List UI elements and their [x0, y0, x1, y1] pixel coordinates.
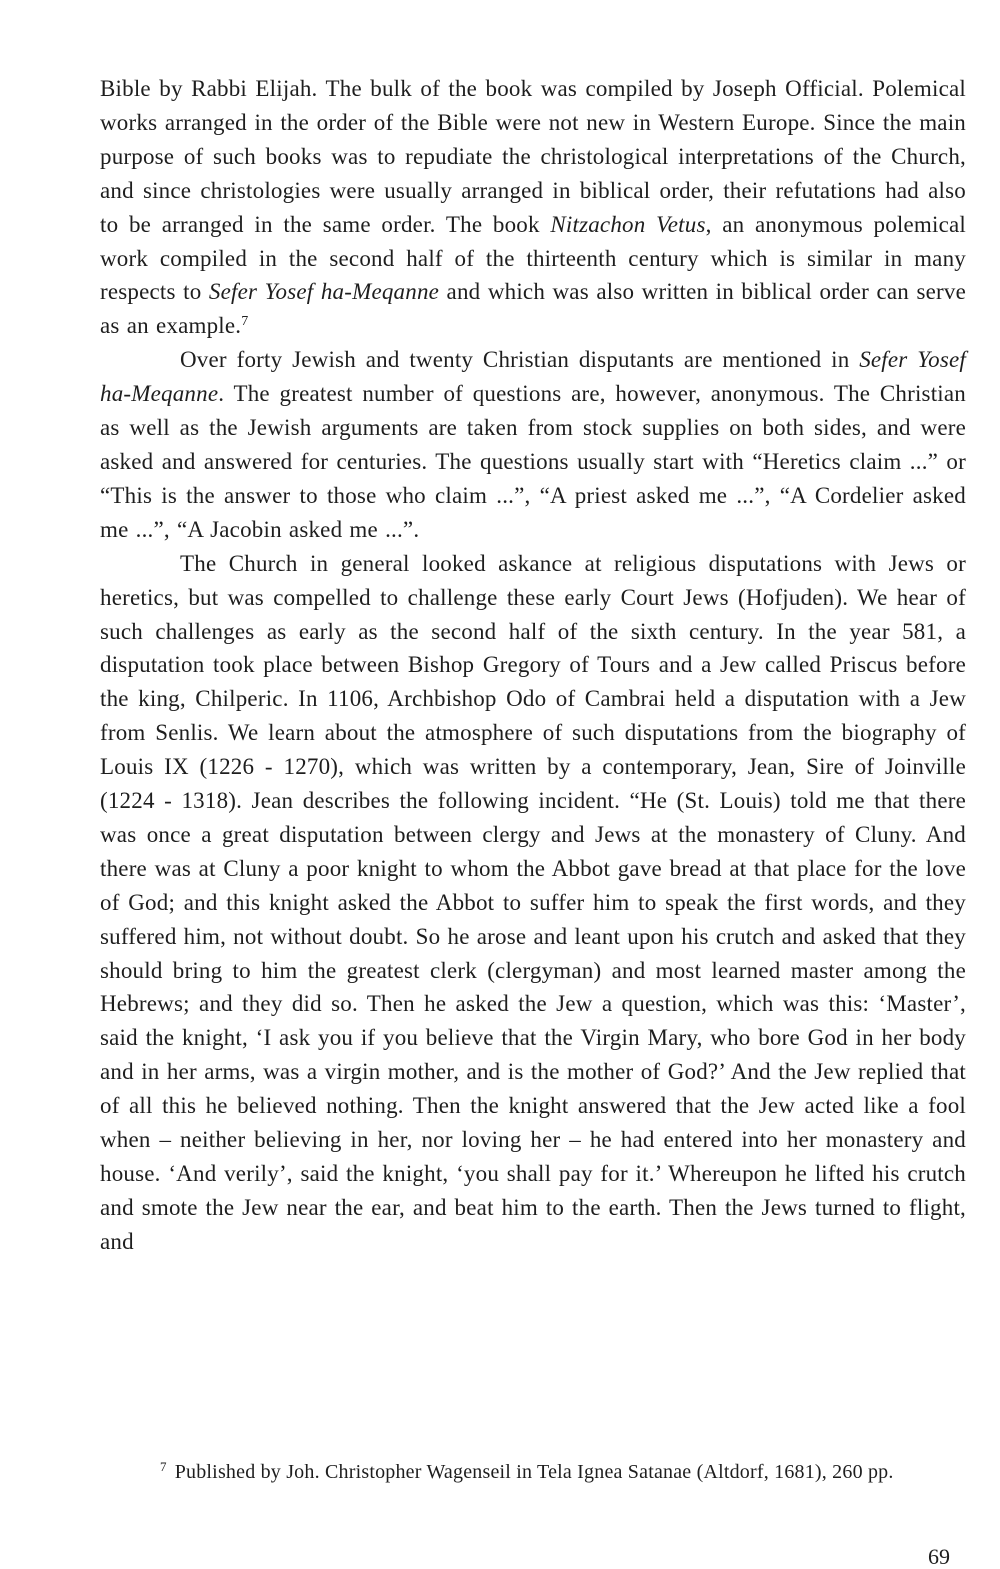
- text-run: Bible by Rabbi Elijah. The bulk of the book was compiled by Joseph Official. Polemical works arranged in the order of the Bible were not new in Western Europe. Since the main purpose of such books was to repudiate the christological interpretations of the Church, and since christologies were usually arranged in biblical order, their refutations had also to be arranged in the same order. The book: [100, 76, 966, 237]
- page-number: 69: [928, 1544, 950, 1569]
- paragraph: [100, 547, 966, 1259]
- text-run: Over forty Jewish and twenty Christian disputants are mentioned in: [180, 347, 860, 373]
- main-text: [100, 72, 966, 1259]
- text-run: The Church in general looked askance at religious disputations with Jews or heretics, but was compelled to challenge these early Court Jews (Hofjuden). We hear of such challenges as early as the second half of the sixth century. In the year 581, a disputation took place between Bishop Gregory of Tours and a Jew called Priscus before the king, Chilperic. In 1106, Archbishop Odo of Cambrai held a disputation with a Jew from Senlis. We learn about the atmosphere of such disputations from the biography of Louis IX (1226 - 1270), which was written by a contemporary, Jean, Sire of Joinville (1224 - 1318). Jean describes the following incident. “He (St. Louis) told me that there was once a great disputation between clergy and Jews at the monastery of Cluny. And there was at Cluny a poor knight to whom the Abbot gave bread at that place for the love of God; and this knight asked the Abbot to suffer him to speak the first words, and they suffered him, not without doubt. So he arose and leant upon his crutch and asked that they should bring to him the greatest clerk (clergyman) and most learned master among the Hebrews; and they did so. Then he asked the Jew a question, which was this: ‘Master’, said the knight, ‘I ask you if you believe that the Virgin Mary, who bore God in her body and in her arms, was a virgin mother, and is the mother of God?’ And the Jew replied that of all this he believed nothing. Then the knight answered that the Jew acted like a fool when – neither believing in her, nor loving her – he had entered into her monastery and house. ‘And verily’, said the knight, ‘you shall pay for it.’ Whereupon he lifted his crutch and smote the Jew near the ear, and beat him to the earth. Then the Jews turned to flight, and: [100, 550, 966, 1254]
- footnote-reference: 7: [241, 314, 249, 330]
- footnote: [88, 1458, 966, 1486]
- text-run: and which was also written in biblical order can serve as an example.: [100, 279, 966, 339]
- italic-title: Nitzachon Vetus: [550, 211, 706, 237]
- text-run: . The greatest number of questions are, however, anonymous. The Christian as well as the Jewish arguments are taken from stock supplies on both sides, and were asked and answered for centuries. The questions usually start with “Heretics claim ...” or “This is the answer to those who claim ...”, “A priest asked me ...”, “A Cordelier asked me ...”, “A Jacobin asked me ...”.: [100, 381, 966, 542]
- italic-title: Sefer Yosef ha-Meqanne: [100, 347, 966, 407]
- footnote-marker: 7: [160, 1459, 167, 1474]
- footnote-text: Published by Joh. Christopher Wagenseil in Tela Ignea Satanae (Altdorf, 1681), 260 pp.: [174, 1461, 894, 1483]
- paragraph: [100, 72, 966, 343]
- text-run: , an anonymous polemical work compiled in the second half of the thirteenth century which is similar in many respects to: [100, 211, 966, 305]
- italic-title: Sefer Yosef ha-Meqanne: [208, 279, 440, 305]
- paragraph: [100, 343, 966, 546]
